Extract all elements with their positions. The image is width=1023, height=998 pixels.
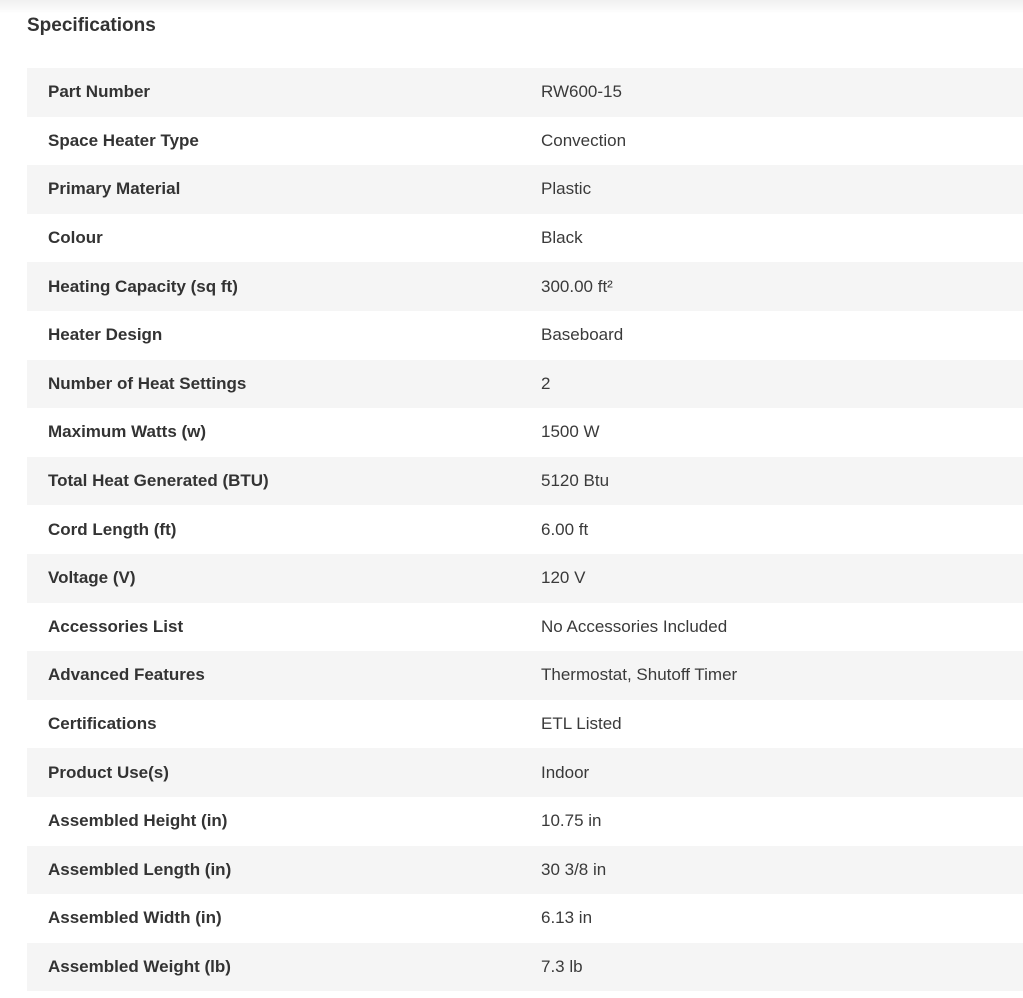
spec-label: Maximum Watts (w) xyxy=(48,422,207,442)
spec-value: Plastic xyxy=(541,179,592,199)
spec-row xyxy=(27,214,1023,263)
spec-label: Total Heat Generated (BTU) xyxy=(48,471,269,491)
spec-value: Baseboard xyxy=(541,325,624,345)
spec-row xyxy=(27,603,1023,652)
spec-label: Certifications xyxy=(48,714,157,734)
spec-row xyxy=(27,846,1023,895)
spec-value: 30 3/8 in xyxy=(541,859,607,879)
spec-row xyxy=(27,505,1023,554)
spec-label: Colour xyxy=(48,228,103,248)
spec-value: 2 xyxy=(541,373,551,393)
spec-row xyxy=(27,117,1023,166)
spec-label: Heating Capacity (sq ft) xyxy=(48,276,238,296)
spec-row xyxy=(27,700,1023,749)
spec-value: 7.3 lb xyxy=(541,956,583,976)
spec-label: Assembled Width (in) xyxy=(48,908,222,928)
spec-label: Assembled Length (in) xyxy=(48,859,232,879)
spec-label: Space Heater Type xyxy=(48,130,199,150)
spec-row xyxy=(27,457,1023,506)
spec-row xyxy=(27,554,1023,603)
spec-label: Heater Design xyxy=(48,325,163,345)
spec-value: 120 V xyxy=(541,568,586,588)
spec-label: Primary Material xyxy=(48,179,181,199)
spec-row xyxy=(27,360,1023,409)
spec-row xyxy=(27,165,1023,214)
spec-value: 6.13 in xyxy=(541,908,593,928)
spec-value: Convection xyxy=(541,130,627,150)
spec-value: ETL Listed xyxy=(541,714,622,734)
spec-row xyxy=(27,797,1023,846)
spec-label: Part Number xyxy=(48,82,151,102)
spec-label: Assembled Height (in) xyxy=(48,811,228,831)
spec-value: 10.75 in xyxy=(541,811,602,831)
spec-row xyxy=(27,262,1023,311)
spec-value: 5120 Btu xyxy=(541,471,610,491)
spec-label: Number of Heat Settings xyxy=(48,373,247,393)
spec-row xyxy=(27,894,1023,943)
spec-value: No Accessories Included xyxy=(541,616,728,636)
spec-value: Black xyxy=(541,228,583,248)
spec-label: Accessories List xyxy=(48,616,184,636)
spec-row xyxy=(27,68,1023,117)
spec-label: Product Use(s) xyxy=(48,762,169,782)
spec-row xyxy=(27,408,1023,457)
spec-row xyxy=(27,651,1023,700)
section-title: Specifications xyxy=(27,15,156,36)
spec-label: Voltage (V) xyxy=(48,568,136,588)
spec-label: Advanced Features xyxy=(48,665,205,685)
spec-label: Cord Length (ft) xyxy=(48,519,177,539)
spec-value: 1500 W xyxy=(541,422,600,442)
spec-row xyxy=(27,943,1023,992)
specifications-table xyxy=(27,68,1023,991)
spec-value: 6.00 ft xyxy=(541,519,589,539)
spec-row xyxy=(27,748,1023,797)
spec-value: RW600-15 xyxy=(541,82,622,102)
spec-value: Thermostat, Shutoff Timer xyxy=(541,665,738,685)
spec-row xyxy=(27,311,1023,360)
spec-value: Indoor xyxy=(541,762,590,782)
spec-label: Assembled Weight (lb) xyxy=(48,956,231,976)
spec-value: 300.00 ft² xyxy=(541,276,613,296)
